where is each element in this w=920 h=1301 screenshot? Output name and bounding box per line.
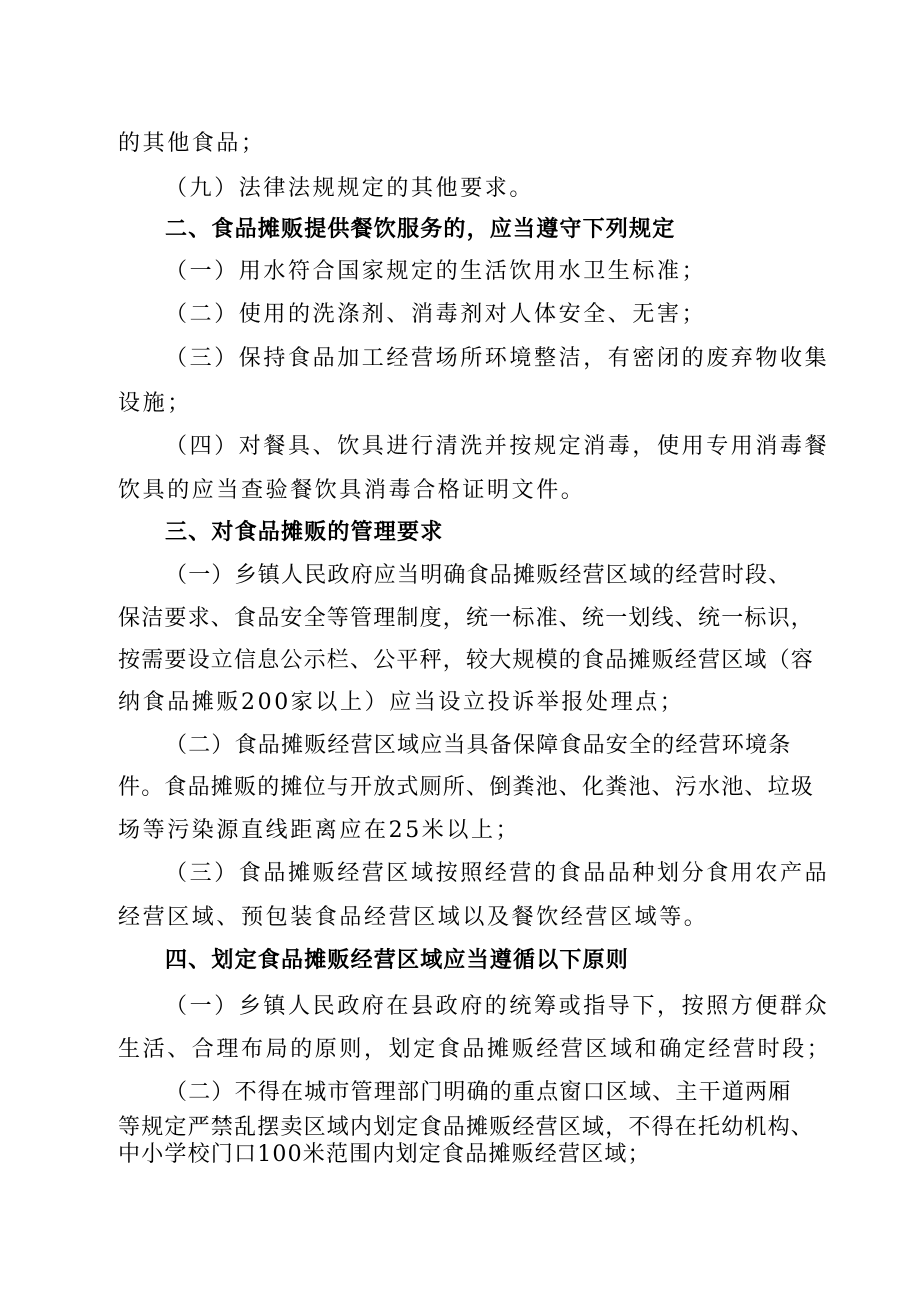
paragraph-line: （二）不得在城市管理部门明确的重点窗口区域、主干道两厢 xyxy=(165,1080,792,1105)
paragraph-line: 中小学校门口100米范围内划定食品摊贩经营区域； xyxy=(118,1142,651,1167)
paragraph-line: 按需要设立信息公示栏、公平秤，较大规模的食品摊贩经营区域（容 xyxy=(118,648,815,673)
section-heading: 二、食品摊贩提供餐饮服务的，应当遵守下列规定 xyxy=(165,217,676,242)
paragraph-line: 场等污染源直线距离应在25米以上； xyxy=(118,818,521,843)
paragraph-line: 保洁要求、食品安全等管理制度，统一标准、统一划线、统一标识， xyxy=(118,606,815,631)
paragraph-line: 生活、合理布局的原则，划定食品摊贩经营区域和确定经营时段； xyxy=(118,1037,832,1062)
section-heading: 四、划定食品摊贩经营区域应当遵循以下原则 xyxy=(165,948,630,973)
paragraph-line: 件。食品摊贩的摊位与开放式厕所、倒粪池、化粪池、污水池、垃圾 xyxy=(118,775,815,800)
paragraph-line: 的其他食品； xyxy=(118,131,266,156)
paragraph-line: （四）对餐具、饮具进行清洗并按规定消毒，使用专用消毒餐 xyxy=(165,434,830,459)
paragraph-line: （二）使用的洗涤剂、消毒剂对人体安全、无害； xyxy=(165,302,707,327)
paragraph-line: 纳食品摊贩200家以上）应当设立投诉举报处理点； xyxy=(118,690,685,715)
paragraph-line: （二）食品摊贩经营区域应当具备保障食品安全的经营环境条 xyxy=(165,733,792,758)
paragraph-line: （三）保持食品加工经营场所环境整洁，有密闭的废弃物收集 xyxy=(165,346,830,371)
paragraph-line: 经营区域、预包装食品经营区域以及餐饮经营区域等。 xyxy=(118,905,709,930)
section-heading: 三、对食品摊贩的管理要求 xyxy=(165,520,444,545)
paragraph-line: （一）用水符合国家规定的生活饮用水卫生标准； xyxy=(165,259,707,284)
paragraph-line: 饮具的应当查验餐饮具消毒合格证明文件。 xyxy=(118,478,586,503)
paragraph-line: （一）乡镇人民政府应当明确食品摊贩经营区域的经营时段、 xyxy=(165,563,792,588)
paragraph-line: （一）乡镇人民政府在县政府的统筹或指导下，按照方便群众 xyxy=(165,994,830,1019)
paragraph-line: （九）法律法规规定的其他要求。 xyxy=(165,176,535,201)
paragraph-line: 设施； xyxy=(118,391,192,416)
paragraph-line: （三）食品摊贩经营区域按照经营的食品品种划分食用农产品 xyxy=(165,861,830,886)
paragraph-line: 等规定严禁乱摆卖区域内划定食品摊贩经营区域，不得在托幼机构、 xyxy=(118,1115,815,1140)
